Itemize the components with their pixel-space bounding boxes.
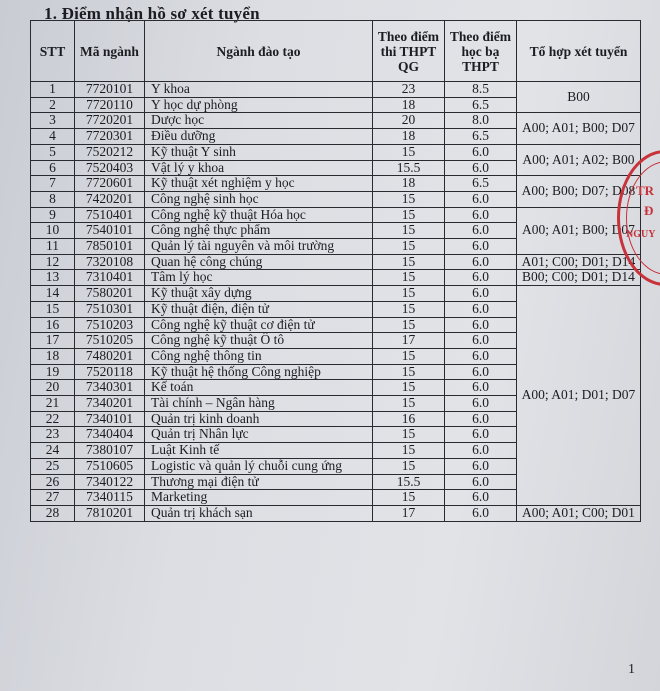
row-major: Quan hệ công chúng: [145, 254, 373, 270]
row-score-hocba: 6.0: [445, 144, 517, 160]
row-major: Quản trị kinh doanh: [145, 411, 373, 427]
row-score-hocba: 6.0: [445, 207, 517, 223]
row-score-thpt: 15: [373, 396, 445, 412]
row-combination: A00; A01; C00; D01: [517, 505, 641, 521]
row-score-thpt: 15: [373, 364, 445, 380]
row-code: 7420201: [75, 191, 145, 207]
row-score-hocba: 6.0: [445, 160, 517, 176]
table-row: [31, 286, 641, 302]
row-stt: 20: [31, 380, 75, 396]
table-header-row: [31, 21, 641, 82]
row-score-thpt: 15: [373, 348, 445, 364]
row-score-thpt: 15: [373, 286, 445, 302]
row-code: 7310401: [75, 270, 145, 286]
table-row: [31, 144, 641, 160]
row-score-thpt: 15: [373, 317, 445, 333]
row-score-thpt: 15: [373, 254, 445, 270]
row-score-hocba: 6.0: [445, 348, 517, 364]
row-stt: 9: [31, 207, 75, 223]
stamp-text: Đ: [644, 203, 654, 218]
section-heading: 1. Điểm nhận hồ sơ xét tuyển: [44, 4, 260, 23]
row-score-hocba: 6.5: [445, 176, 517, 192]
row-major: Công nghệ thông tin: [145, 348, 373, 364]
table-row: [31, 505, 641, 521]
row-code: 7520212: [75, 144, 145, 160]
stamp-inner-ring: [626, 161, 660, 275]
row-score-thpt: 20: [373, 113, 445, 129]
row-code: 7340101: [75, 411, 145, 427]
row-code: 7510203: [75, 317, 145, 333]
row-code: 7340301: [75, 380, 145, 396]
row-code: 7850101: [75, 239, 145, 255]
row-stt: 8: [31, 191, 75, 207]
row-stt: 16: [31, 317, 75, 333]
row-code: 7720301: [75, 129, 145, 145]
row-code: 7520403: [75, 160, 145, 176]
row-code: 7520118: [75, 364, 145, 380]
row-major: Kỹ thuật Y sinh: [145, 144, 373, 160]
row-combination: A00; A01; A02; B00: [517, 144, 641, 175]
row-major: Công nghệ kỹ thuật Hóa học: [145, 207, 373, 223]
row-major: Marketing: [145, 490, 373, 506]
row-stt: 4: [31, 129, 75, 145]
row-stt: 26: [31, 474, 75, 490]
row-stt: 5: [31, 144, 75, 160]
row-score-thpt: 15: [373, 301, 445, 317]
table-row: [31, 82, 641, 98]
row-major: Quản lý tài nguyên và môi trường: [145, 239, 373, 255]
row-score-hocba: 6.0: [445, 333, 517, 349]
row-code: 7340122: [75, 474, 145, 490]
table-row: [31, 176, 641, 192]
row-score-thpt: 15: [373, 458, 445, 474]
row-code: 7720110: [75, 97, 145, 113]
row-stt: 1: [31, 82, 75, 98]
row-code: 7340201: [75, 396, 145, 412]
row-score-thpt: 15: [373, 207, 445, 223]
row-major: Quản trị Nhân lực: [145, 427, 373, 443]
row-score-hocba: 6.0: [445, 411, 517, 427]
row-score-hocba: 6.0: [445, 223, 517, 239]
row-score-hocba: 6.5: [445, 129, 517, 145]
row-combination: A00; B00; D07; D08: [517, 176, 641, 207]
row-score-hocba: 6.0: [445, 380, 517, 396]
row-score-thpt: 15.5: [373, 474, 445, 490]
row-score-hocba: 6.0: [445, 443, 517, 459]
row-score-thpt: 15: [373, 239, 445, 255]
row-score-thpt: 17: [373, 505, 445, 521]
row-stt: 2: [31, 97, 75, 113]
row-score-hocba: 8.5: [445, 82, 517, 98]
col-header-code: Mã ngành: [75, 21, 145, 82]
row-score-thpt: 15: [373, 443, 445, 459]
row-score-thpt: 17: [373, 333, 445, 349]
row-code: 7510301: [75, 301, 145, 317]
row-major: Luật Kinh tế: [145, 443, 373, 459]
row-stt: 10: [31, 223, 75, 239]
row-code: 7720101: [75, 82, 145, 98]
row-score-hocba: 6.5: [445, 97, 517, 113]
row-score-hocba: 8.0: [445, 113, 517, 129]
row-code: 7510401: [75, 207, 145, 223]
row-score-hocba: 6.0: [445, 427, 517, 443]
row-code: 7480201: [75, 348, 145, 364]
row-combination: A01; C00; D01; D14: [517, 254, 641, 270]
row-score-thpt: 18: [373, 176, 445, 192]
row-code: 7510205: [75, 333, 145, 349]
row-stt: 11: [31, 239, 75, 255]
row-stt: 22: [31, 411, 75, 427]
col-header-score-hocba: Theo điểm học bạ THPT: [445, 21, 517, 82]
row-stt: 28: [31, 505, 75, 521]
row-score-thpt: 15: [373, 427, 445, 443]
row-stt: 24: [31, 443, 75, 459]
row-combination: A00; A01; B00; D07: [517, 207, 641, 254]
stamp-text: TR: [636, 183, 655, 198]
row-code: 7720601: [75, 176, 145, 192]
row-major: Y học dự phòng: [145, 97, 373, 113]
row-score-thpt: 23: [373, 82, 445, 98]
row-score-hocba: 6.0: [445, 270, 517, 286]
row-stt: 19: [31, 364, 75, 380]
row-score-hocba: 6.0: [445, 301, 517, 317]
page-number: 1: [628, 662, 635, 677]
row-score-hocba: 6.0: [445, 505, 517, 521]
row-score-thpt: 18: [373, 97, 445, 113]
col-header-combo: Tổ hợp xét tuyển: [517, 21, 641, 82]
row-major: Công nghệ thực phẩm: [145, 223, 373, 239]
row-score-hocba: 6.0: [445, 191, 517, 207]
row-score-hocba: 6.0: [445, 458, 517, 474]
row-code: 7380107: [75, 443, 145, 459]
row-combination: A00; A01; D01; D07: [517, 286, 641, 506]
row-score-thpt: 15: [373, 223, 445, 239]
row-major: Kỹ thuật điện, điện tử: [145, 301, 373, 317]
row-score-thpt: 15: [373, 144, 445, 160]
row-code: 7720201: [75, 113, 145, 129]
row-major: Quản trị khách sạn: [145, 505, 373, 521]
admission-table: [30, 20, 641, 522]
row-code: 7540101: [75, 223, 145, 239]
row-major: Logistic và quản lý chuỗi cung ứng: [145, 458, 373, 474]
row-major: Công nghệ kỹ thuật cơ điện tử: [145, 317, 373, 333]
row-stt: 27: [31, 490, 75, 506]
col-header-score-thpt: Theo điểm thi THPT QG: [373, 21, 445, 82]
row-major: Điều dưỡng: [145, 129, 373, 145]
row-code: 7580201: [75, 286, 145, 302]
row-code: 7510605: [75, 458, 145, 474]
row-major: Y khoa: [145, 82, 373, 98]
row-score-thpt: 15: [373, 380, 445, 396]
row-major: Tài chính – Ngân hàng: [145, 396, 373, 412]
row-score-thpt: 15: [373, 270, 445, 286]
row-stt: 15: [31, 301, 75, 317]
row-major: Kỹ thuật xét nghiệm y học: [145, 176, 373, 192]
row-score-hocba: 6.0: [445, 254, 517, 270]
row-code: 7320108: [75, 254, 145, 270]
row-stt: 3: [31, 113, 75, 129]
row-score-thpt: 15: [373, 191, 445, 207]
row-code: 7340115: [75, 490, 145, 506]
table-body: [31, 82, 641, 522]
row-stt: 14: [31, 286, 75, 302]
table-row: [31, 207, 641, 223]
row-stt: 17: [31, 333, 75, 349]
row-score-thpt: 18: [373, 129, 445, 145]
row-stt: 18: [31, 348, 75, 364]
row-code: 7810201: [75, 505, 145, 521]
col-header-major: Ngành đào tạo: [145, 21, 373, 82]
stamp-text: NGUY: [626, 229, 656, 240]
row-stt: 21: [31, 396, 75, 412]
row-major: Kỹ thuật xây dựng: [145, 286, 373, 302]
row-major: Vật lý y khoa: [145, 160, 373, 176]
row-major: Công nghệ sinh học: [145, 191, 373, 207]
row-major: Kế toán: [145, 380, 373, 396]
row-score-hocba: 6.0: [445, 474, 517, 490]
row-combination: B00: [517, 82, 641, 113]
table-row: [31, 270, 641, 286]
row-stt: 23: [31, 427, 75, 443]
row-score-thpt: 16: [373, 411, 445, 427]
row-score-hocba: 6.0: [445, 396, 517, 412]
row-major: Dược học: [145, 113, 373, 129]
row-major: Thương mại điện tử: [145, 474, 373, 490]
row-stt: 25: [31, 458, 75, 474]
row-stt: 13: [31, 270, 75, 286]
row-score-hocba: 6.0: [445, 286, 517, 302]
row-score-hocba: 6.0: [445, 317, 517, 333]
row-major: Tâm lý học: [145, 270, 373, 286]
row-stt: 6: [31, 160, 75, 176]
row-combination: B00; C00; D01; D14: [517, 270, 641, 286]
row-score-hocba: 6.0: [445, 490, 517, 506]
row-stt: 12: [31, 254, 75, 270]
col-header-stt: STT: [31, 21, 75, 82]
row-major: Kỹ thuật hệ thống Công nghiệp: [145, 364, 373, 380]
row-score-thpt: 15.5: [373, 160, 445, 176]
row-score-thpt: 15: [373, 490, 445, 506]
table-row: [31, 113, 641, 129]
row-score-hocba: 6.0: [445, 364, 517, 380]
row-combination: A00; A01; B00; D07: [517, 113, 641, 144]
row-code: 7340404: [75, 427, 145, 443]
table-row: [31, 254, 641, 270]
row-stt: 7: [31, 176, 75, 192]
row-score-hocba: 6.0: [445, 239, 517, 255]
row-major: Công nghệ kỹ thuật Ô tô: [145, 333, 373, 349]
